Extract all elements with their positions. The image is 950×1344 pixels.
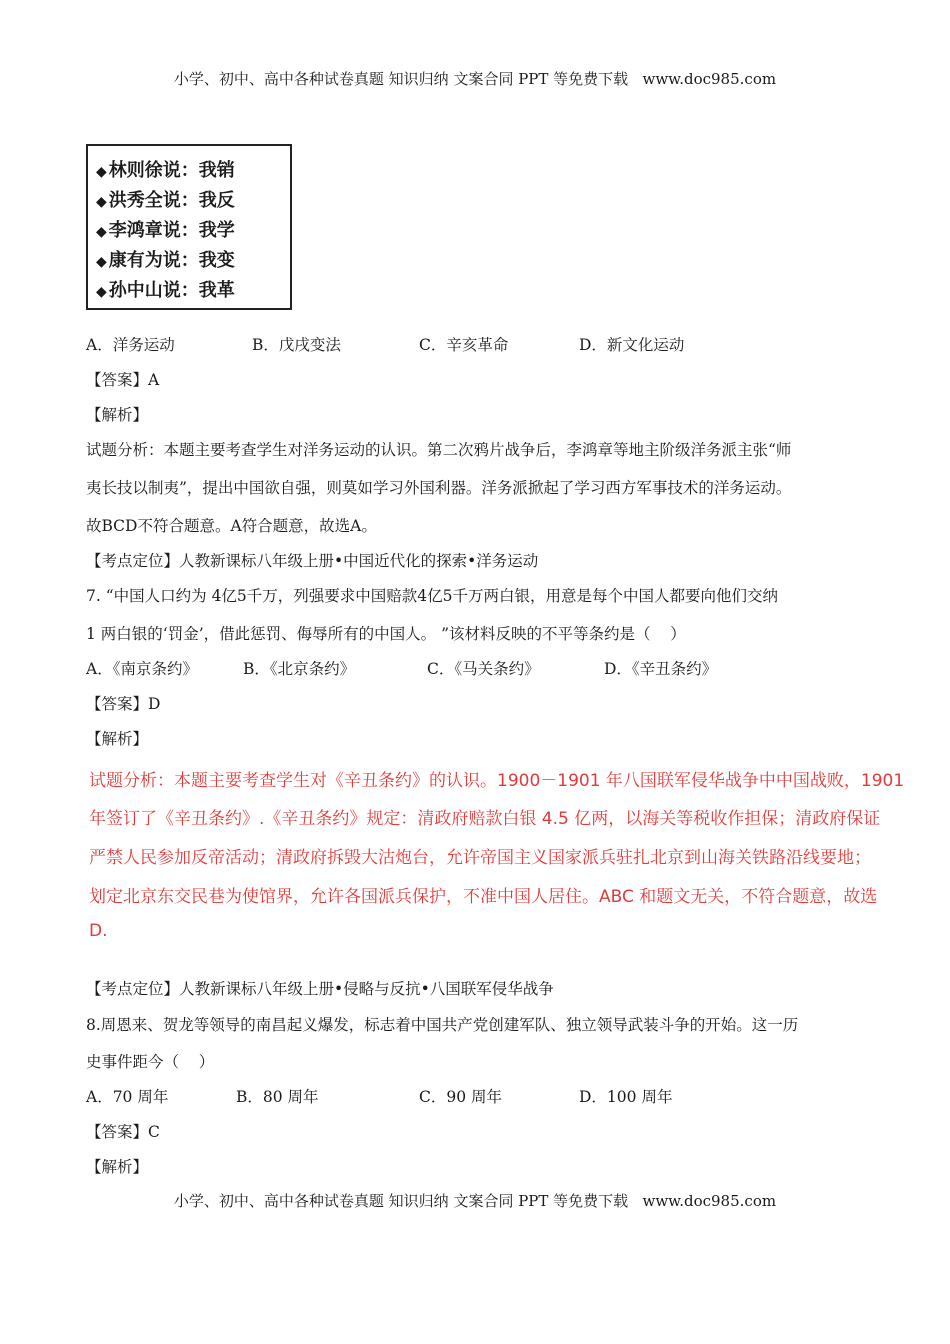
quote-line: ◆ 康有为说：我变 <box>96 246 290 276</box>
q6-analysis-line: 故BCD不符合题意。A符合题意，故选A。 <box>86 517 377 535</box>
q7-analysis-red-line: 严禁人民参加反帝活动；清政府拆毁大沽炮台，允许帝国主义国家派兵驻扎北京到山海关铁路沿线要地； <box>89 848 871 868</box>
q7-option-b: B．《北京条约》 <box>243 660 356 678</box>
q7-analysis-red-line: D. <box>89 921 108 941</box>
q6-answer: 【答案】A <box>86 371 160 389</box>
q6-analysis-line: 夷长技以制夷”，提出中国欲自强，则莫如学习外国利器。洋务派掀起了学习西方军事技术的洋务运动。 <box>86 479 792 497</box>
q7-option-a: A．《南京条约》 <box>86 660 198 678</box>
diamond-bullet-icon: ◆ <box>96 224 107 240</box>
q8-stem-line: 8.周恩来、贺龙等领导的南昌起义爆发，标志着中国共产党创建军队、独立领导武装斗争的开始。这一历 <box>86 1016 799 1034</box>
diamond-bullet-icon: ◆ <box>96 164 107 180</box>
q6-option-c: C．辛亥革命 <box>419 336 509 354</box>
quote-box-figure <box>86 144 292 310</box>
q6-option-d: D．新文化运动 <box>579 336 685 354</box>
q7-option-c: C．《马关条约》 <box>427 660 540 678</box>
q8-option-a: A．70 周年 <box>86 1088 169 1106</box>
q8-answer: 【答案】C <box>86 1123 160 1141</box>
q7-kaodian: 【考点定位】人教新课标八年级上册•侵略与反抗•八国联军侵华战争 <box>86 980 554 998</box>
q6-option-a: A．洋务运动 <box>86 336 175 354</box>
q8-stem-line: 史事件距今（ ） <box>86 1053 215 1071</box>
q7-analysis-label: 【解析】 <box>86 730 149 748</box>
q6-analysis-label: 【解析】 <box>86 406 149 424</box>
q7-analysis-red-line: 年签订了《辛丑条约》.《辛丑条约》规定：清政府赔款白银 4.5 亿两，以海关等税收作担保；清政府保证 <box>89 809 881 829</box>
diamond-bullet-icon: ◆ <box>96 194 107 210</box>
page-header: 小学、初中、高中各种试卷真题 知识归纳 文案合同 PPT 等免费下载 www.doc985.com <box>173 70 777 88</box>
quote-line: ◆ 洪秀全说：我反 <box>96 186 290 216</box>
quote-line: ◆ 孙中山说：我革 <box>96 276 290 306</box>
q7-analysis-red-line: 试题分析：本题主要考查学生对《辛丑条约》的认识。1900－1901 年八国联军侵华战争中中国战败，1901 <box>89 771 905 791</box>
diamond-bullet-icon: ◆ <box>96 284 107 300</box>
q6-analysis-line: 试题分析：本题主要考查学生对洋务运动的认识。第二次鸦片战争后，李鸿章等地主阶级洋务派主张“师 <box>86 441 792 459</box>
quote-line: ◆ 林则徐说：我销 <box>96 156 290 186</box>
quote-line: ◆ 李鸿章说：我学 <box>96 216 290 246</box>
q7-stem-line: 7. “中国人口约为 4亿5千万，列强要求中国赔款4亿5千万两白银，用意是每个中国人都要向他们交纳 <box>86 587 779 605</box>
q8-option-c: C．90 周年 <box>419 1088 503 1106</box>
diamond-bullet-icon: ◆ <box>96 254 107 270</box>
q8-option-b: B．80 周年 <box>236 1088 319 1106</box>
q7-option-d: D．《辛丑条约》 <box>604 660 718 678</box>
page-footer: 小学、初中、高中各种试卷真题 知识归纳 文案合同 PPT 等免费下载 www.doc985.com <box>173 1192 777 1210</box>
q7-stem-line: 1 两白银的‘罚金’，借此惩罚、侮辱所有的中国人。 ”该材料反映的不平等条约是（ ） <box>86 625 686 643</box>
q8-analysis-label: 【解析】 <box>86 1158 149 1176</box>
q7-answer: 【答案】D <box>86 695 161 713</box>
q6-kaodian: 【考点定位】人教新课标八年级上册•中国近代化的探索•洋务运动 <box>86 552 539 570</box>
q6-option-b: B．戊戌变法 <box>252 336 341 354</box>
q8-option-d: D．100 周年 <box>579 1088 673 1106</box>
q7-analysis-red-line: 划定北京东交民巷为使馆界，允许各国派兵保护，不准中国人居住。ABC 和题文无关，不符合题意，故选 <box>89 887 878 907</box>
